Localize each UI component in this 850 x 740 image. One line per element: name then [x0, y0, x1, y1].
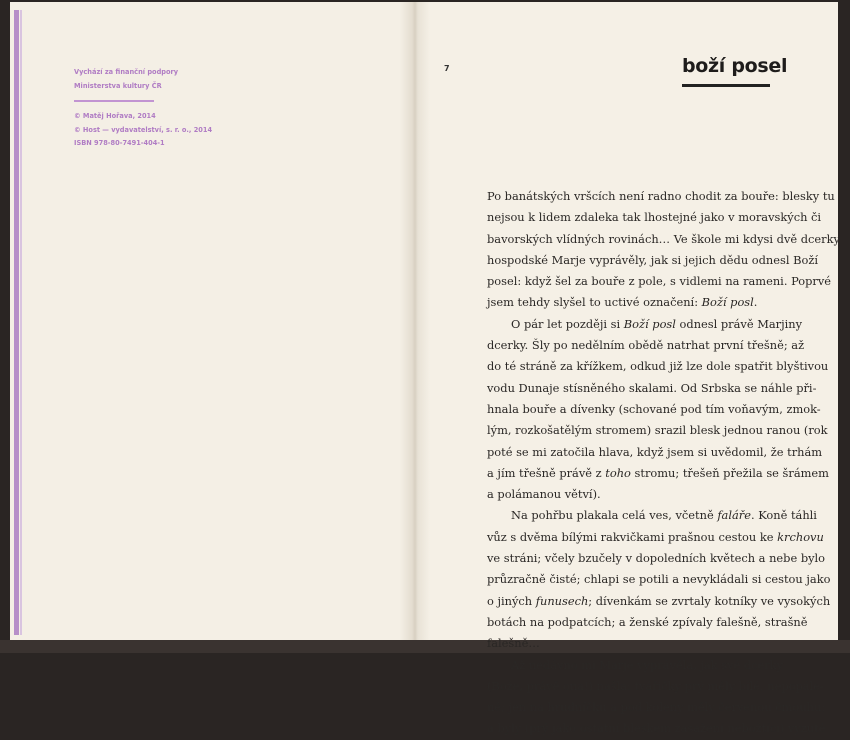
italic-text: toho — [605, 465, 631, 480]
text-segment: poté se mi zatočila hlava, když jsem si uvědomil, že trhám — [487, 444, 823, 459]
text-segment: O pár let později si — [511, 316, 624, 331]
text-segment: vodu Dunaje stísněného skalami. Od Srbska se náhle při- — [487, 380, 817, 395]
text-segment: jsem tehdy slyšel to uctivé označení: — [487, 295, 702, 310]
page-number: 7 — [444, 64, 450, 73]
text-segment: . Koně táhli — [750, 508, 817, 523]
copyright-author: © Matěj Hořava, 2014 — [74, 112, 156, 120]
text-line — [487, 697, 826, 718]
purple-edge-highlight — [20, 10, 22, 635]
text-line — [487, 207, 822, 228]
text-segment: stromu; třešeň přežila se šrámem — [630, 465, 829, 480]
italic-text: funusech — [535, 593, 589, 608]
text-segment: hnala bouře a dívenky (schované pod tím voňavým, zmok- — [487, 401, 821, 416]
text-line — [487, 292, 770, 313]
text-segment: bavorských vlídných rovinách… Ve škole mi kdysi dvě dcerky — [487, 231, 840, 246]
text-segment: lým, rozkošatělým stromem) srazil blesk jednou ranou (rok — [487, 423, 828, 438]
text-segment: hospodské Marje vyprávěly, jak si jejich dědu odnesl Boží — [487, 252, 818, 267]
text-line — [487, 356, 829, 377]
text-line — [487, 633, 770, 654]
text-segment: a jím třešně právě z — [487, 465, 606, 480]
text-line — [487, 420, 828, 441]
italic-text: faláře — [717, 508, 751, 523]
text-line — [487, 186, 835, 207]
italic-text: Boží posl — [701, 295, 754, 310]
text-line — [487, 484, 770, 505]
text-segment: botách na podpatcích; a ženské zpívaly falešně, strašně — [487, 614, 808, 629]
purple-edge-stripe — [14, 10, 19, 635]
book-gutter — [400, 2, 430, 640]
text-segment: o jiných — [487, 593, 536, 608]
text-segment: odnesl právě Marjiny — [675, 316, 803, 331]
copyright-publisher: © Host — vydavatelství, s. r. o., 2014 — [74, 125, 213, 134]
chapter-body — [487, 186, 840, 740]
colophon-line: Ministerstva kultury ČR — [74, 81, 162, 90]
text-line — [487, 271, 832, 292]
text-segment: né; jen na hrudníčku a pod koleny měly červenou čmouhu; — [487, 700, 826, 715]
text-line — [487, 612, 808, 633]
text-line — [487, 463, 829, 484]
text-segment: a byly (prý jako ostatní bleskem zasažení nebožtíci) vyzuté — [487, 721, 826, 736]
text-segment: dcerky. Šly po nedělním obědě natrhat první třešně; až — [487, 338, 805, 353]
text-segment: Po banátských vršcích není radno chodit za bouře: blesky tu — [487, 189, 835, 203]
text-segment: průzračně čisté; chlapi se potili a nevykládali si cestou jako — [487, 572, 831, 587]
text-segment: vůz s dvěma bílými rakvičkami prašnou cestou ke — [487, 529, 778, 544]
text-line — [487, 442, 823, 463]
text-segment: nejsou k lidem zdaleka tak lhostejné jako v moravských či — [487, 210, 822, 225]
text-line — [487, 591, 831, 612]
text-line — [487, 314, 803, 335]
text-line — [487, 399, 821, 420]
text-line — [487, 378, 817, 399]
text-line — [487, 335, 805, 356]
text-line — [487, 655, 784, 676]
text-segment: (Bože, právě ona!) našla: tvářičky prý měly bílé, nepopále- — [487, 678, 824, 693]
text-line — [487, 505, 817, 526]
text-segment: falešně… — [487, 636, 540, 651]
italic-text: krchovu — [777, 529, 824, 544]
text-segment: a polámanou větví). — [487, 487, 601, 502]
text-line — [487, 527, 824, 548]
colophon — [74, 66, 212, 151]
colophon-line: Vychází za finanční podpory — [74, 68, 179, 76]
colophon-divider — [74, 100, 154, 102]
chapter-title: boží posel — [682, 55, 788, 77]
text-segment: posel: když šel za bouře z pole, s vidlemi na rameni. Poprvé — [487, 274, 832, 289]
text-segment: ; dívenkám se zvrtaly kotníky ve vysokých — [588, 593, 831, 608]
title-underline — [682, 84, 770, 87]
text-segment: ve stráni; včely bzučely v dopoledních květech a nebe bylo — [487, 551, 826, 566]
text-segment: Až nedávno mi Marje vyprávěla, jak své dcerky — [511, 657, 784, 672]
text-segment: do té stráně za křížkem, odkud již lze dole spatřit blyštivou — [487, 359, 829, 374]
isbn: ISBN 978-80-7491-404-1 — [74, 139, 165, 147]
text-line — [487, 250, 818, 271]
italic-text: Boží posl — [623, 316, 676, 331]
text-line — [487, 718, 826, 739]
text-line — [487, 548, 826, 569]
text-segment: Na pohřbu plakala celá ves, včetně — [511, 508, 718, 523]
text-line — [487, 229, 840, 250]
text-segment: . — [753, 295, 758, 310]
text-line — [487, 676, 824, 697]
text-line — [487, 569, 831, 590]
